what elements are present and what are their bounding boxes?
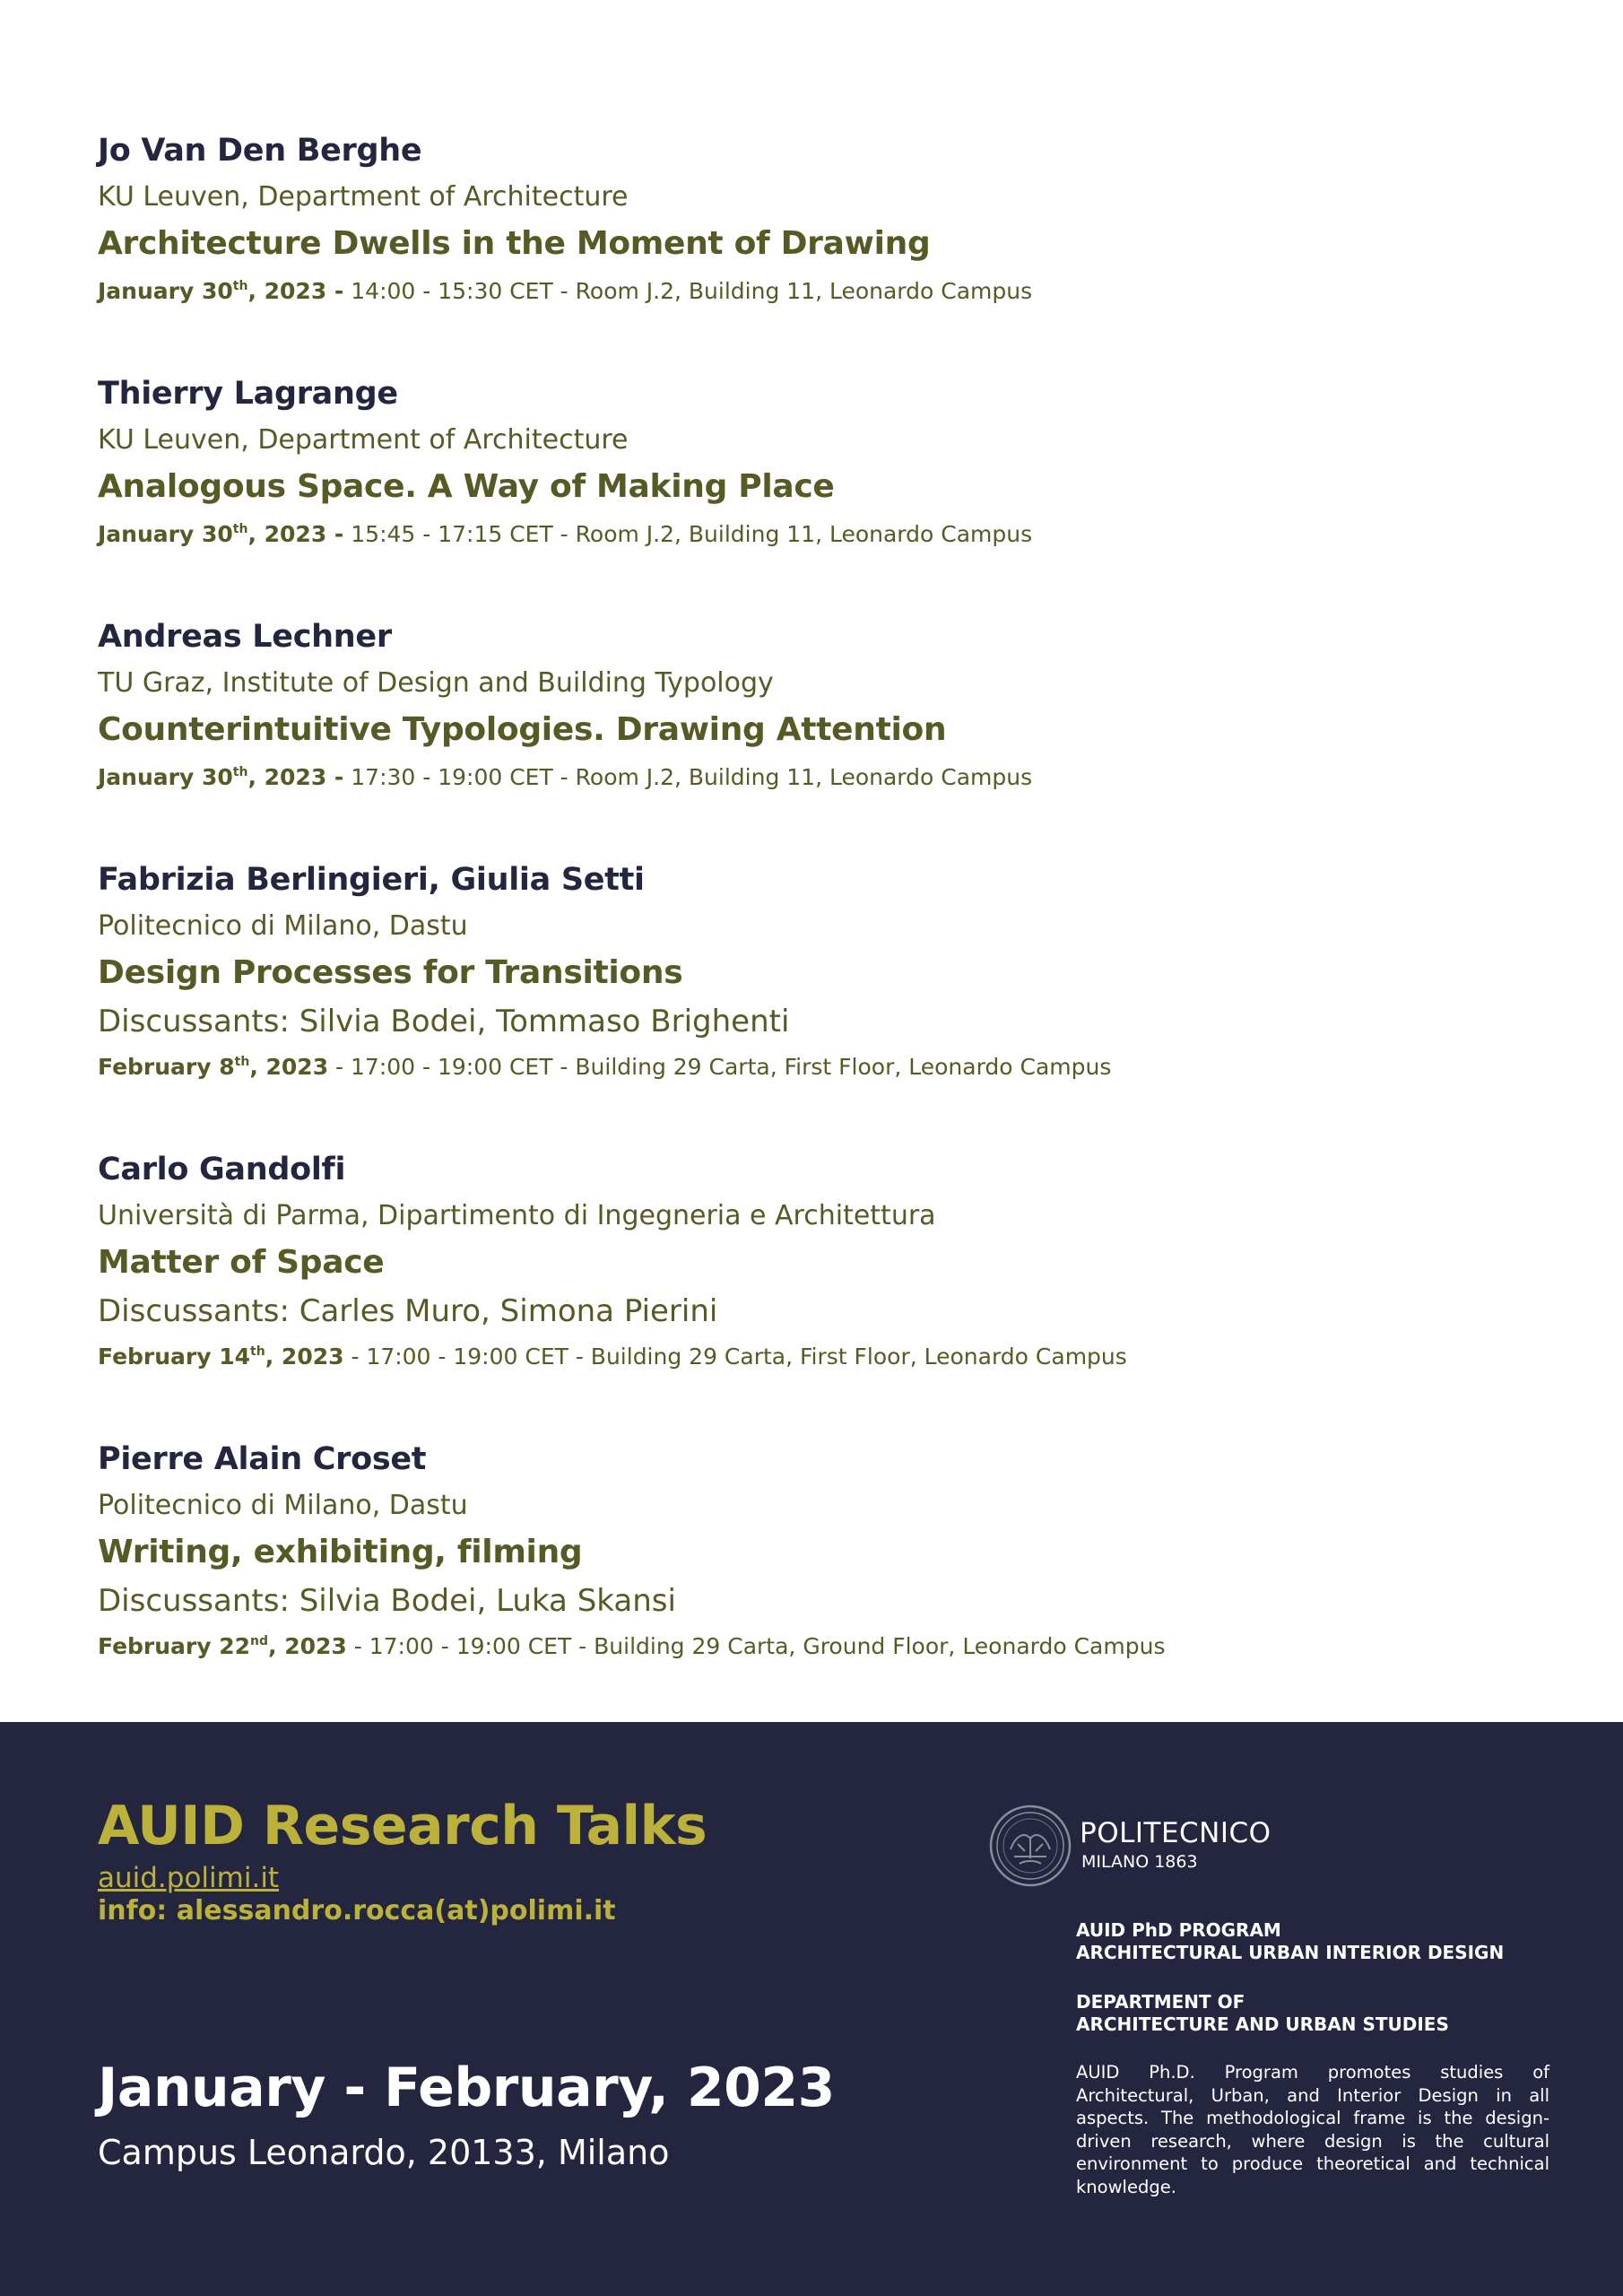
talk-date: February 22nd, 2023	[98, 1633, 347, 1659]
event-dates: January - February, 2023	[98, 2057, 835, 2119]
talk-schedule	[98, 269, 1532, 314]
talk-title: Writing, exhibiting, filming	[98, 1534, 583, 1570]
talk-item	[98, 1144, 1532, 1379]
talk-date: January 30th, 2023 -	[98, 521, 344, 547]
talk-schedule	[98, 1335, 1532, 1379]
talk-details: 15:45 - 17:15 CET - Room J.2, Building 11, Leonardo Campus	[343, 521, 1033, 547]
talk-schedule	[98, 512, 1532, 557]
talk-item	[98, 1434, 1532, 1669]
department-line: ARCHITECTURE AND URBAN STUDIES	[1076, 2013, 1449, 2035]
website-link[interactable]: auid.polimi.it	[98, 1862, 280, 1894]
speaker-name: Thierry Lagrange	[98, 376, 398, 412]
speaker-affiliation: Politecnico di Milano, Dastu	[98, 1490, 468, 1521]
speaker-affiliation: KU Leuven, Department of Architecture	[98, 424, 629, 456]
talk-item	[98, 126, 1532, 314]
speaker-affiliation: KU Leuven, Department of Architecture	[98, 181, 629, 213]
program-line: AUID PhD PROGRAM	[1076, 1919, 1281, 1941]
talk-date: January 30th, 2023 -	[98, 278, 344, 304]
talk-discussants: Discussants: Carles Muro, Simona Pierini	[98, 1293, 718, 1329]
talk-item	[98, 369, 1532, 557]
talk-title: Matter of Space	[98, 1244, 385, 1281]
talk-schedule	[98, 1045, 1532, 1090]
talk-details: 17:30 - 19:00 CET - Room J.2, Building 11, Leonardo Campus	[343, 764, 1033, 790]
program-name	[1076, 1919, 1549, 1964]
politecnico-logo	[989, 1805, 1348, 1889]
talk-details: - 17:00 - 19:00 CET - Building 29 Carta, First Floor, Leonardo Campus	[343, 1344, 1127, 1370]
speaker-name: Jo Van Den Berghe	[98, 133, 422, 169]
speaker-affiliation: TU Graz, Institute of Design and Building Typology	[98, 667, 774, 699]
talk-title: Architecture Dwells in the Moment of Drawing	[98, 225, 931, 262]
contact-info: info: alessandro.rocca(at)polimi.it	[98, 1895, 616, 1926]
logo-subtitle: MILANO 1863	[1081, 1852, 1198, 1872]
event-location: Campus Leonardo, 20133, Milano	[98, 2133, 670, 2172]
talk-date: January 30th, 2023 -	[98, 764, 344, 790]
department-line: DEPARTMENT OF	[1076, 1991, 1245, 2013]
logo-name: POLITECNICO	[1080, 1817, 1271, 1849]
talk-title: Design Processes for Transitions	[98, 954, 683, 991]
talk-item	[98, 612, 1532, 800]
talk-title: Analogous Space. A Way of Making Place	[98, 468, 835, 505]
talk-date: February 14th, 2023	[98, 1344, 344, 1370]
talk-schedule	[98, 755, 1532, 800]
speaker-name: Carlo Gandolfi	[98, 1152, 346, 1187]
speaker-affiliation: Università di Parma, Dipartimento di Ingegneria e Architettura	[98, 1200, 936, 1231]
talk-discussants: Discussants: Silvia Bodei, Luka Skansi	[98, 1583, 676, 1619]
speaker-name: Andreas Lechner	[98, 619, 392, 655]
footer-band	[0, 1722, 1623, 2296]
talk-discussants: Discussants: Silvia Bodei, Tommaso Brighenti	[98, 1004, 790, 1039]
series-title: AUID Research Talks	[98, 1795, 707, 1857]
program-line: ARCHITECTURAL URBAN INTERIOR DESIGN	[1076, 1942, 1505, 1963]
department-name	[1076, 1991, 1549, 2036]
talks-list	[98, 126, 1532, 1724]
talk-item	[98, 855, 1532, 1090]
talk-details: - 17:00 - 19:00 CET - Building 29 Carta, Ground Floor, Leonardo Campus	[346, 1633, 1166, 1659]
program-description: AUID Ph.D. Program promotes studies of Architectural, Urban, and Interior Design in all aspects. The methodological frame is the design-driven research, where design is the cultural environment to produce theoretical and technical knowledge.	[1076, 2062, 1549, 2197]
talk-title: Counterintuitive Typologies. Drawing Attention	[98, 711, 947, 748]
talk-schedule	[98, 1624, 1532, 1669]
talk-details: - 17:00 - 19:00 CET - Building 29 Carta, First Floor, Leonardo Campus	[328, 1054, 1112, 1080]
speaker-name: Fabrizia Berlingieri, Giulia Setti	[98, 862, 645, 898]
talk-date: February 8th, 2023	[98, 1054, 329, 1080]
talk-details: 14:00 - 15:30 CET - Room J.2, Building 11, Leonardo Campus	[343, 278, 1033, 304]
university-seal-icon	[989, 1805, 1072, 1887]
speaker-affiliation: Politecnico di Milano, Dastu	[98, 910, 468, 942]
speaker-name: Pierre Alain Croset	[98, 1441, 427, 1477]
